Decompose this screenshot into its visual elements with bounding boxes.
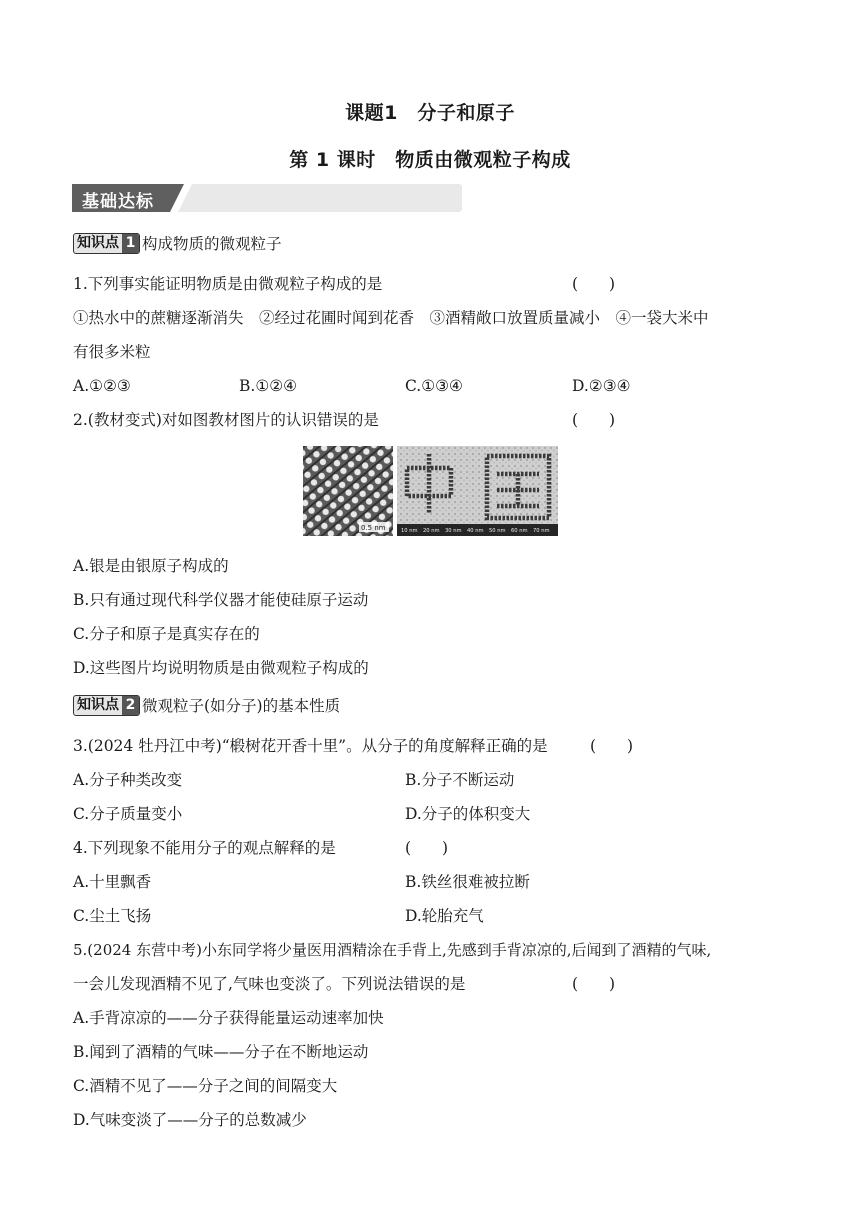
question-4-stem: 4.下列现象不能用分子的观点解释的是 [73, 839, 336, 857]
section-label: 基础达标 [82, 192, 154, 212]
question-1-facts-line-1: ①热水中的蔗糖逐渐消失 ②经过花圃时闻到花香 ③酒精敞口放置质量减小 ④一袋大米中 [73, 309, 709, 327]
axis-tick-70: 70 nm [533, 528, 550, 534]
knowledge-point-title: 构成物质的微观粒子 [142, 235, 282, 253]
question-3-option-c: C.分子质量变小 [73, 805, 183, 823]
knowledge-point-title: 微观粒子(如分子)的基本性质 [142, 697, 341, 715]
question-1-option-d: D.②③④ [572, 377, 631, 395]
question-5-stem-line-2: 一会儿发现酒精不见了,气味也变淡了。下列说法错误的是 [73, 975, 466, 993]
question-1-option-c: C.①③④ [405, 377, 463, 395]
question-5-option-c: C.酒精不见了——分子之间的间隔变大 [73, 1077, 338, 1095]
question-3-stem: 3.(2024 牡丹江中考)“椴树花开香十里”。从分子的角度解释正确的是 [73, 737, 548, 755]
question-3-option-b: B.分子不断运动 [405, 771, 515, 789]
question-1-option-a: A.①②③ [73, 377, 131, 395]
question-4-answer-blank: ( ) [405, 839, 449, 857]
scale-label-left: 0.5 nm [361, 524, 386, 532]
knowledge-point-badge [73, 233, 140, 254]
lesson-title: 课题1 分子和原子 [345, 102, 515, 124]
knowledge-point-number: 2 [122, 696, 139, 715]
question-4-option-b: B.铁丝很难被拉断 [405, 873, 530, 891]
question-2-stem: 2.(教材变式)对如图教材图片的认识错误的是 [73, 411, 379, 429]
question-1-option-b: B.①②④ [239, 377, 298, 395]
knowledge-point-tag: 知识点 [77, 696, 119, 713]
axis-tick-10: 10 nm [401, 528, 418, 534]
question-5-stem-line-1: 5.(2024 东营中考)小东同学将少量医用酒精涂在手背上,先感到手背凉凉的,后闻到了酒精的气味, [73, 941, 712, 959]
axis-tick-50: 50 nm [489, 528, 506, 534]
question-2-option-b: B.只有通过现代科学仪器才能使硅原子运动 [73, 591, 369, 609]
question-5-answer-blank: ( ) [572, 975, 616, 993]
question-1-stem: 1.下列事实能证明物质是由微观粒子构成的是 [73, 275, 383, 293]
question-2-figure [303, 446, 558, 536]
axis-tick-30: 30 nm [445, 528, 462, 534]
axis-tick-40: 40 nm [467, 528, 484, 534]
question-4-option-d: D.轮胎充气 [405, 907, 484, 925]
question-3-option-d: D.分子的体积变大 [405, 805, 531, 823]
question-1-facts-line-2: 有很多米粒 [73, 343, 151, 361]
knowledge-point-number: 1 [122, 234, 139, 253]
knowledge-point-tag: 知识点 [77, 234, 119, 251]
question-2-option-c: C.分子和原子是真实存在的 [73, 625, 260, 643]
question-5-option-b: B.闻到了酒精的气味——分子在不断地运动 [73, 1043, 369, 1061]
knowledge-point-badge [73, 695, 140, 716]
question-4-option-c: C.尘土飞扬 [73, 907, 152, 925]
question-1-answer-blank: ( ) [572, 275, 616, 293]
stm-images [303, 446, 558, 536]
question-5-option-a: A.手背凉凉的——分子获得能量运动速率加快 [73, 1009, 384, 1027]
axis-tick-20: 20 nm [423, 528, 440, 534]
question-2-option-a: A.银是由银原子构成的 [73, 557, 229, 575]
axis-tick-60: 60 nm [511, 528, 528, 534]
section-tag [72, 184, 192, 212]
question-3-option-a: A.分子种类改变 [73, 771, 183, 789]
knowledge-point-2 [73, 694, 340, 716]
question-2-answer-blank: ( ) [572, 411, 616, 429]
question-2-option-d: D.这些图片均说明物质是由微观粒子构成的 [73, 659, 369, 677]
question-5-option-d: D.气味变淡了——分子的总数减少 [73, 1111, 307, 1129]
period-title: 第 1 课时 物质由微观粒子构成 [289, 149, 571, 171]
knowledge-point-1 [73, 232, 282, 254]
question-3-answer-blank: ( ) [590, 737, 634, 755]
question-4-option-a: A.十里飘香 [73, 873, 152, 891]
